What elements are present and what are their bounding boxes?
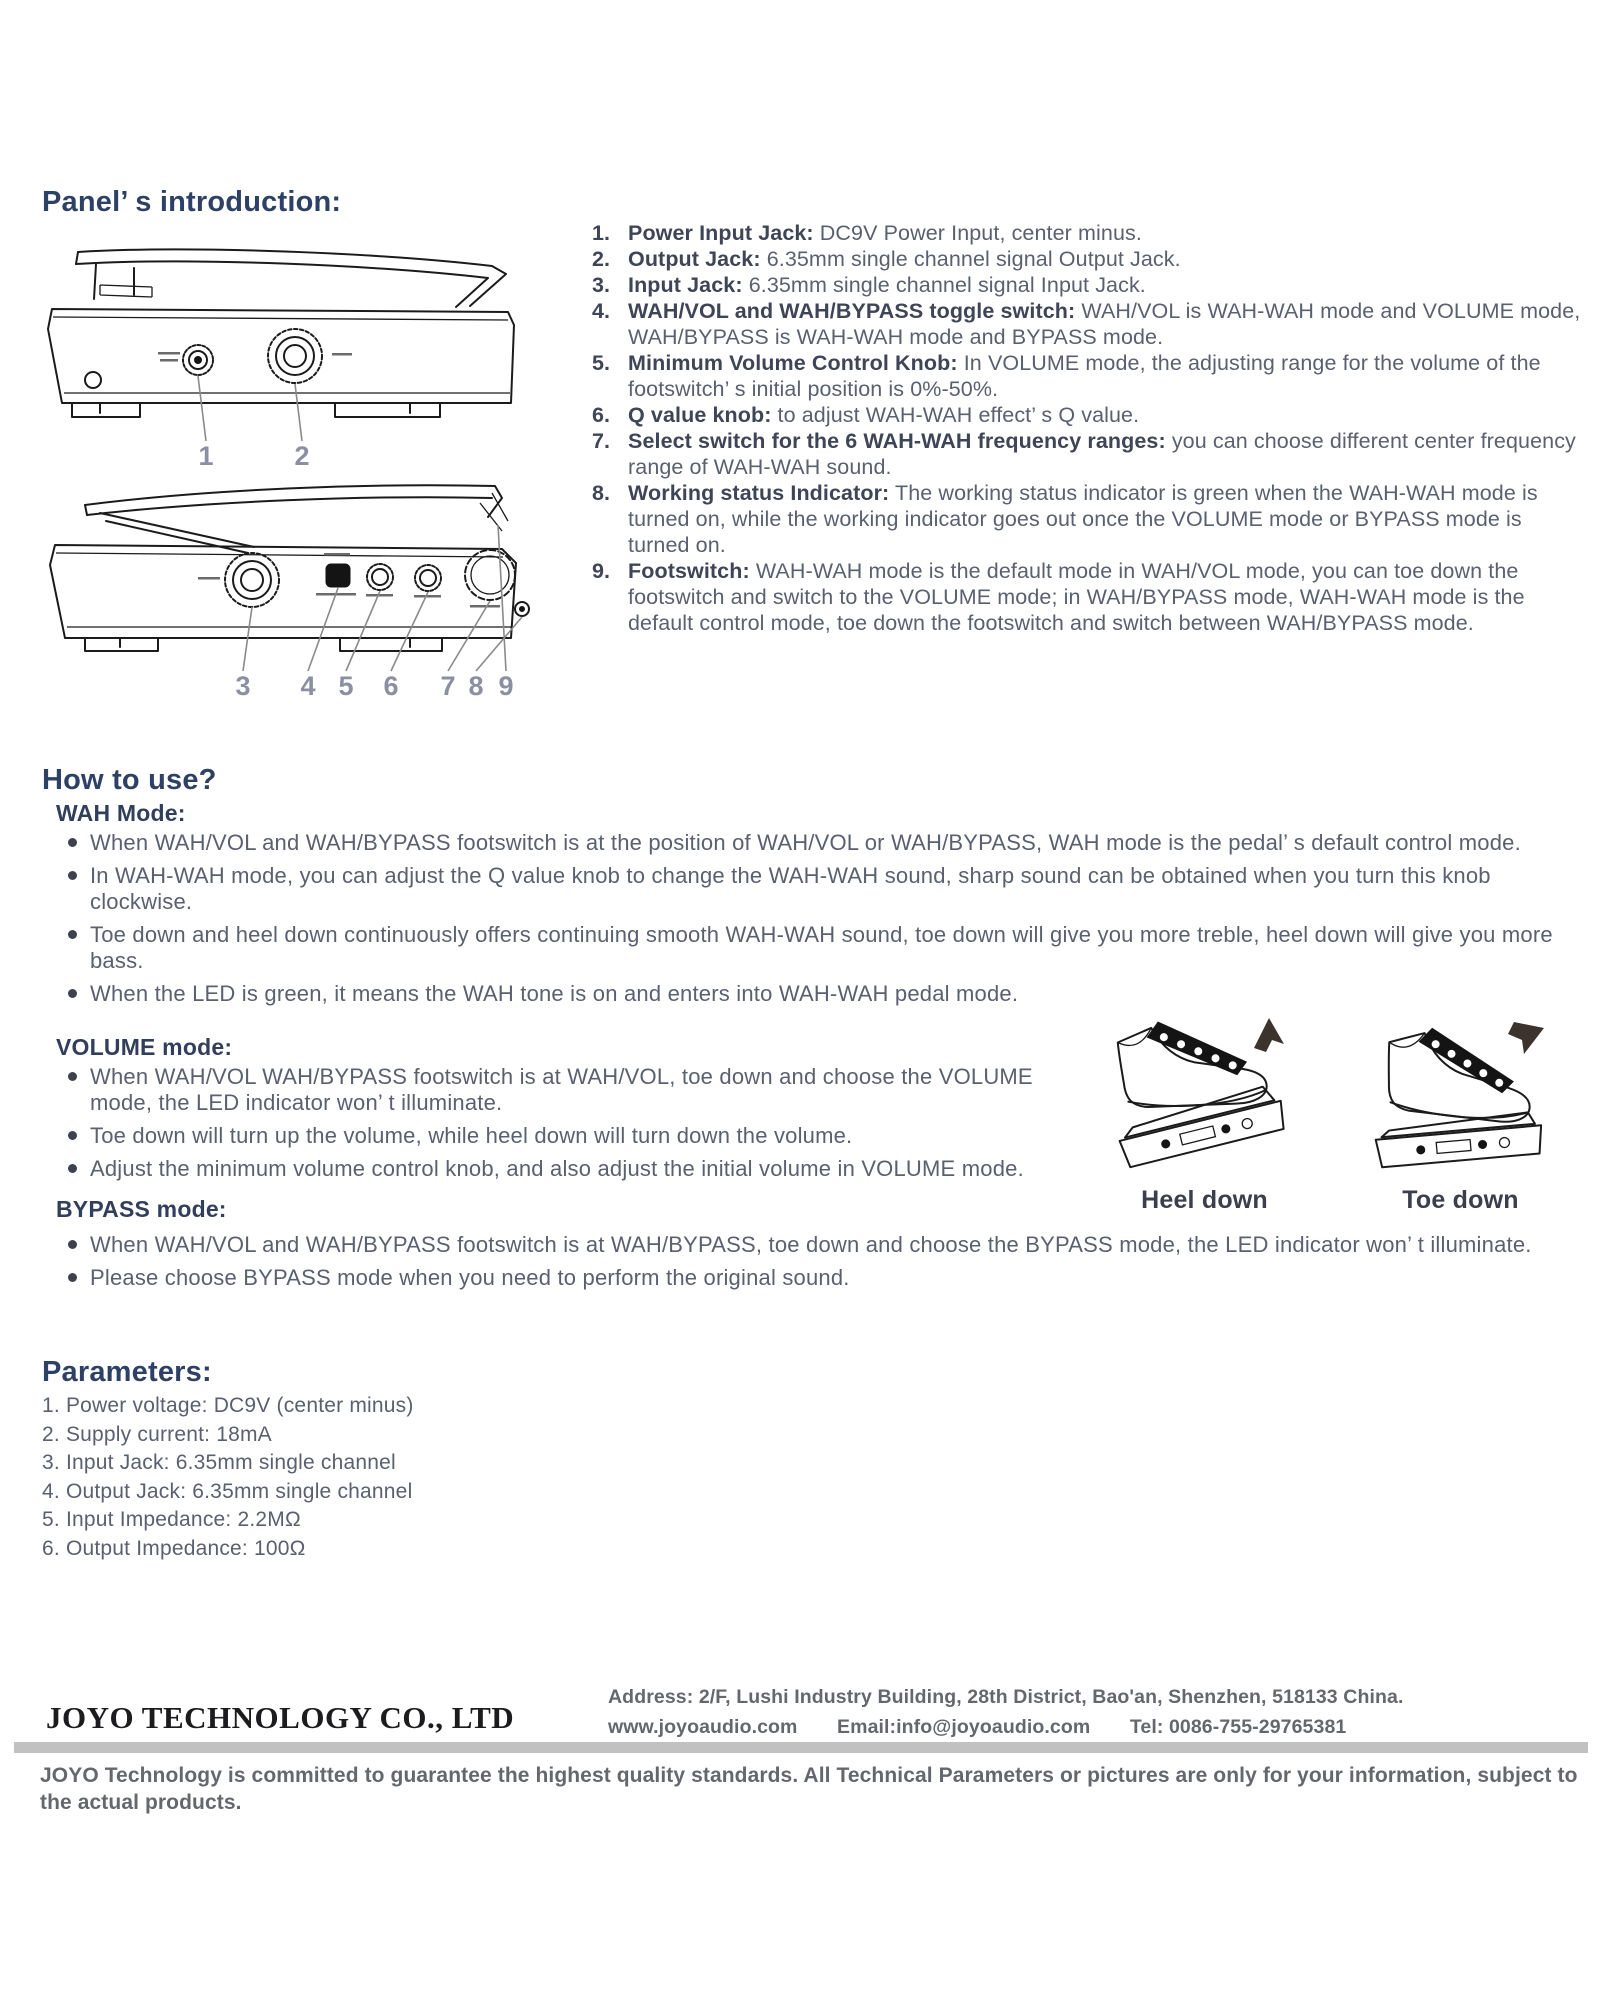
heel-down-illustration <box>1102 1012 1307 1182</box>
panel-feature-list <box>592 220 1582 636</box>
volume-mode-title: VOLUME mode: <box>56 1034 233 1060</box>
frequency-select-knob-icon <box>465 550 515 608</box>
callout-number-1: 1 <box>198 441 214 471</box>
volume-mode-bullets <box>62 1064 1072 1189</box>
tiny-label-mark <box>366 594 393 597</box>
parameter-item: 1. Power voltage: DC9V (center minus) <box>42 1394 414 1417</box>
screw-icon <box>85 372 101 388</box>
panel-item-3: 3. Input Jack: 6.35mm single channel signal Input Jack. <box>592 273 1146 297</box>
heel-down-label: Heel down <box>1141 1186 1268 1214</box>
parameters-heading: Parameters: <box>42 1356 212 1388</box>
company-contacts <box>608 1716 1598 1739</box>
bypass-mode-title: BYPASS mode: <box>56 1196 227 1222</box>
toggle-switch-icon <box>316 553 356 596</box>
pedal-base <box>50 545 516 651</box>
company-name: JOYO TECHNOLOGY CO., LTD <box>46 1700 515 1735</box>
how-to-use-heading: How to use? <box>42 764 217 796</box>
bullet: When WAH/VOL WAH/BYPASS footswitch is at WAH/VOL, toe down and choose the VOLUME mode, the LED indicator won’ t illuminate. <box>62 1064 1072 1116</box>
callout-number-7: 7 <box>440 671 456 701</box>
callout-number-5: 5 <box>338 671 354 701</box>
tiny-label-mark <box>158 352 180 355</box>
status-led-icon <box>515 602 529 616</box>
panel-item-1: 1. Power Input Jack: DC9V Power Input, center minus. <box>592 221 1142 245</box>
callout-line-8 <box>476 617 522 671</box>
callout-number-9: 9 <box>498 671 514 701</box>
callout-number-2: 2 <box>294 441 310 471</box>
bullet: Toe down will turn up the volume, while heel down will turn down the volume. <box>62 1123 1072 1149</box>
tiny-label-mark <box>198 577 220 580</box>
panel-intro-heading: Panel’ s introduction: <box>42 186 342 218</box>
tiny-label-mark <box>470 605 500 608</box>
panel-item-5: 5. Minimum Volume Control Knob: In VOLUME mode, the adjusting range for the volume of the footswitch’ s initial position is 0%-50%. <box>592 351 1541 401</box>
disclaimer-text: JOYO Technology is committed to guarantee the highest quality standards. All Technical Parameters or pictures are only for your information, subject to the actual products. <box>40 1764 1578 1814</box>
callout-number-6: 6 <box>383 671 399 701</box>
callout-number-3: 3 <box>235 671 251 701</box>
bullet: Toe down and heel down continuously offers continuing smooth WAH-WAH sound, toe down will give you more treble, heel down will give you more bass. <box>62 922 1582 974</box>
parameter-item: 5. Input Impedance: 2.2MΩ <box>42 1508 301 1531</box>
panel-item-8: 8. Working status Indicator: The working status indicator is green when the WAH-WAH mode is turned on, while the working indicator goes out once the VOLUME mode or BYPASS mode is turned on. <box>592 481 1538 557</box>
parameter-item: 6. Output Impedance: 100Ω <box>42 1536 306 1560</box>
callout-line-4 <box>308 588 338 671</box>
toe-down-label: Toe down <box>1402 1186 1519 1214</box>
bullet: Adjust the minimum volume control knob, and also adjust the initial volume in VOLUME mode. <box>62 1156 1072 1182</box>
company-tel: Tel: 0086-755-29765381 <box>1129 1716 1347 1738</box>
parameters-list <box>42 1392 842 1563</box>
panel-item-7: 7. Select switch for the 6 WAH-WAH frequency ranges: you can choose different center frequency range of WAH-WAH sound. <box>592 429 1576 479</box>
tiny-label-mark <box>414 595 441 598</box>
pedal-treadle <box>85 485 508 553</box>
bullet: Please choose BYPASS mode when you need to perform the original sound. <box>62 1265 1562 1291</box>
callout-number-4: 4 <box>300 671 316 701</box>
company-address: Address: 2/F, Lushi Industry Building, 28th District, Bao'an, Shenzhen, 518133 China. <box>608 1686 1404 1708</box>
bypass-mode-bullets <box>62 1232 1562 1298</box>
callout-line-1 <box>198 376 206 441</box>
divider-bar <box>14 1742 1588 1753</box>
tiny-label-mark <box>324 553 350 556</box>
parameter-item: 2. Supply current: 18mA <box>42 1422 272 1446</box>
pedal-base <box>48 309 514 417</box>
tiny-label-mark <box>160 359 178 362</box>
down-arrow-icon <box>1508 1022 1544 1054</box>
panel-item-6: 6. Q value knob: to adjust WAH-WAH effect’ s Q value. <box>592 403 1140 427</box>
output-jack-icon <box>268 329 352 383</box>
callout-line-7 <box>448 601 490 671</box>
bullet: In WAH-WAH mode, you can adjust the Q value knob to change the WAH-WAH sound, sharp sound can be obtained when you turn this knob clockwise. <box>62 863 1582 915</box>
company-email: Email:info@joyoaudio.com <box>837 1716 1091 1738</box>
callout-line-6 <box>391 592 428 671</box>
parameter-item: 4. Output Jack: 6.35mm single channel <box>42 1479 413 1503</box>
pedal-treadle <box>76 249 506 307</box>
callout-number-8: 8 <box>468 671 484 701</box>
shoe-icon <box>1111 1012 1270 1130</box>
panel-item-2: 2. Output Jack: 6.35mm single channel signal Output Jack. <box>592 247 1181 271</box>
wah-mode-bullets <box>62 830 1582 1014</box>
bullet: When WAH/VOL and WAH/BYPASS footswitch is at WAH/BYPASS, toe down and choose the BYPASS mode, the LED indicator won’ t illuminate. <box>62 1232 1562 1258</box>
pedal-diagram-side2 <box>40 473 540 701</box>
bullet: When WAH/VOL and WAH/BYPASS footswitch is at the position of WAH/VOL or WAH/BYPASS, WAH mode is the pedal’ s default control mode. <box>62 830 1582 856</box>
panel-item-4: 4. WAH/VOL and WAH/BYPASS toggle switch: WAH/VOL is WAH-WAH mode and VOLUME mode, WAH/BYPASS is WAH-WAH mode and BYPASS mode. <box>592 299 1581 349</box>
callout-line-5 <box>346 591 380 671</box>
parameter-item: 3. Input Jack: 6.35mm single channel <box>42 1451 396 1474</box>
pedal-diagram-side1 <box>40 243 540 473</box>
toe-down-illustration <box>1358 1014 1563 1184</box>
panel-item-9: 9. Footswitch: WAH-WAH mode is the default mode in WAH/VOL mode, you can toe down the footswitch and switch to the VOLUME mode; in WAH/BYPASS mode, WAH-WAH mode is the default control mode, toe down the footswitch and switch between WAH/BYPASS mode. <box>592 559 1525 635</box>
tiny-label-mark <box>332 353 352 356</box>
bullet: When the LED is green, it means the WAH tone is on and enters into WAH-WAH pedal mode. <box>62 981 1582 1007</box>
wah-mode-title: WAH Mode: <box>56 800 186 826</box>
up-arrow-icon <box>1254 1018 1284 1052</box>
power-input-jack-icon <box>158 345 213 375</box>
company-website: www.joyoaudio.com <box>608 1716 798 1738</box>
input-jack-icon <box>198 553 279 607</box>
